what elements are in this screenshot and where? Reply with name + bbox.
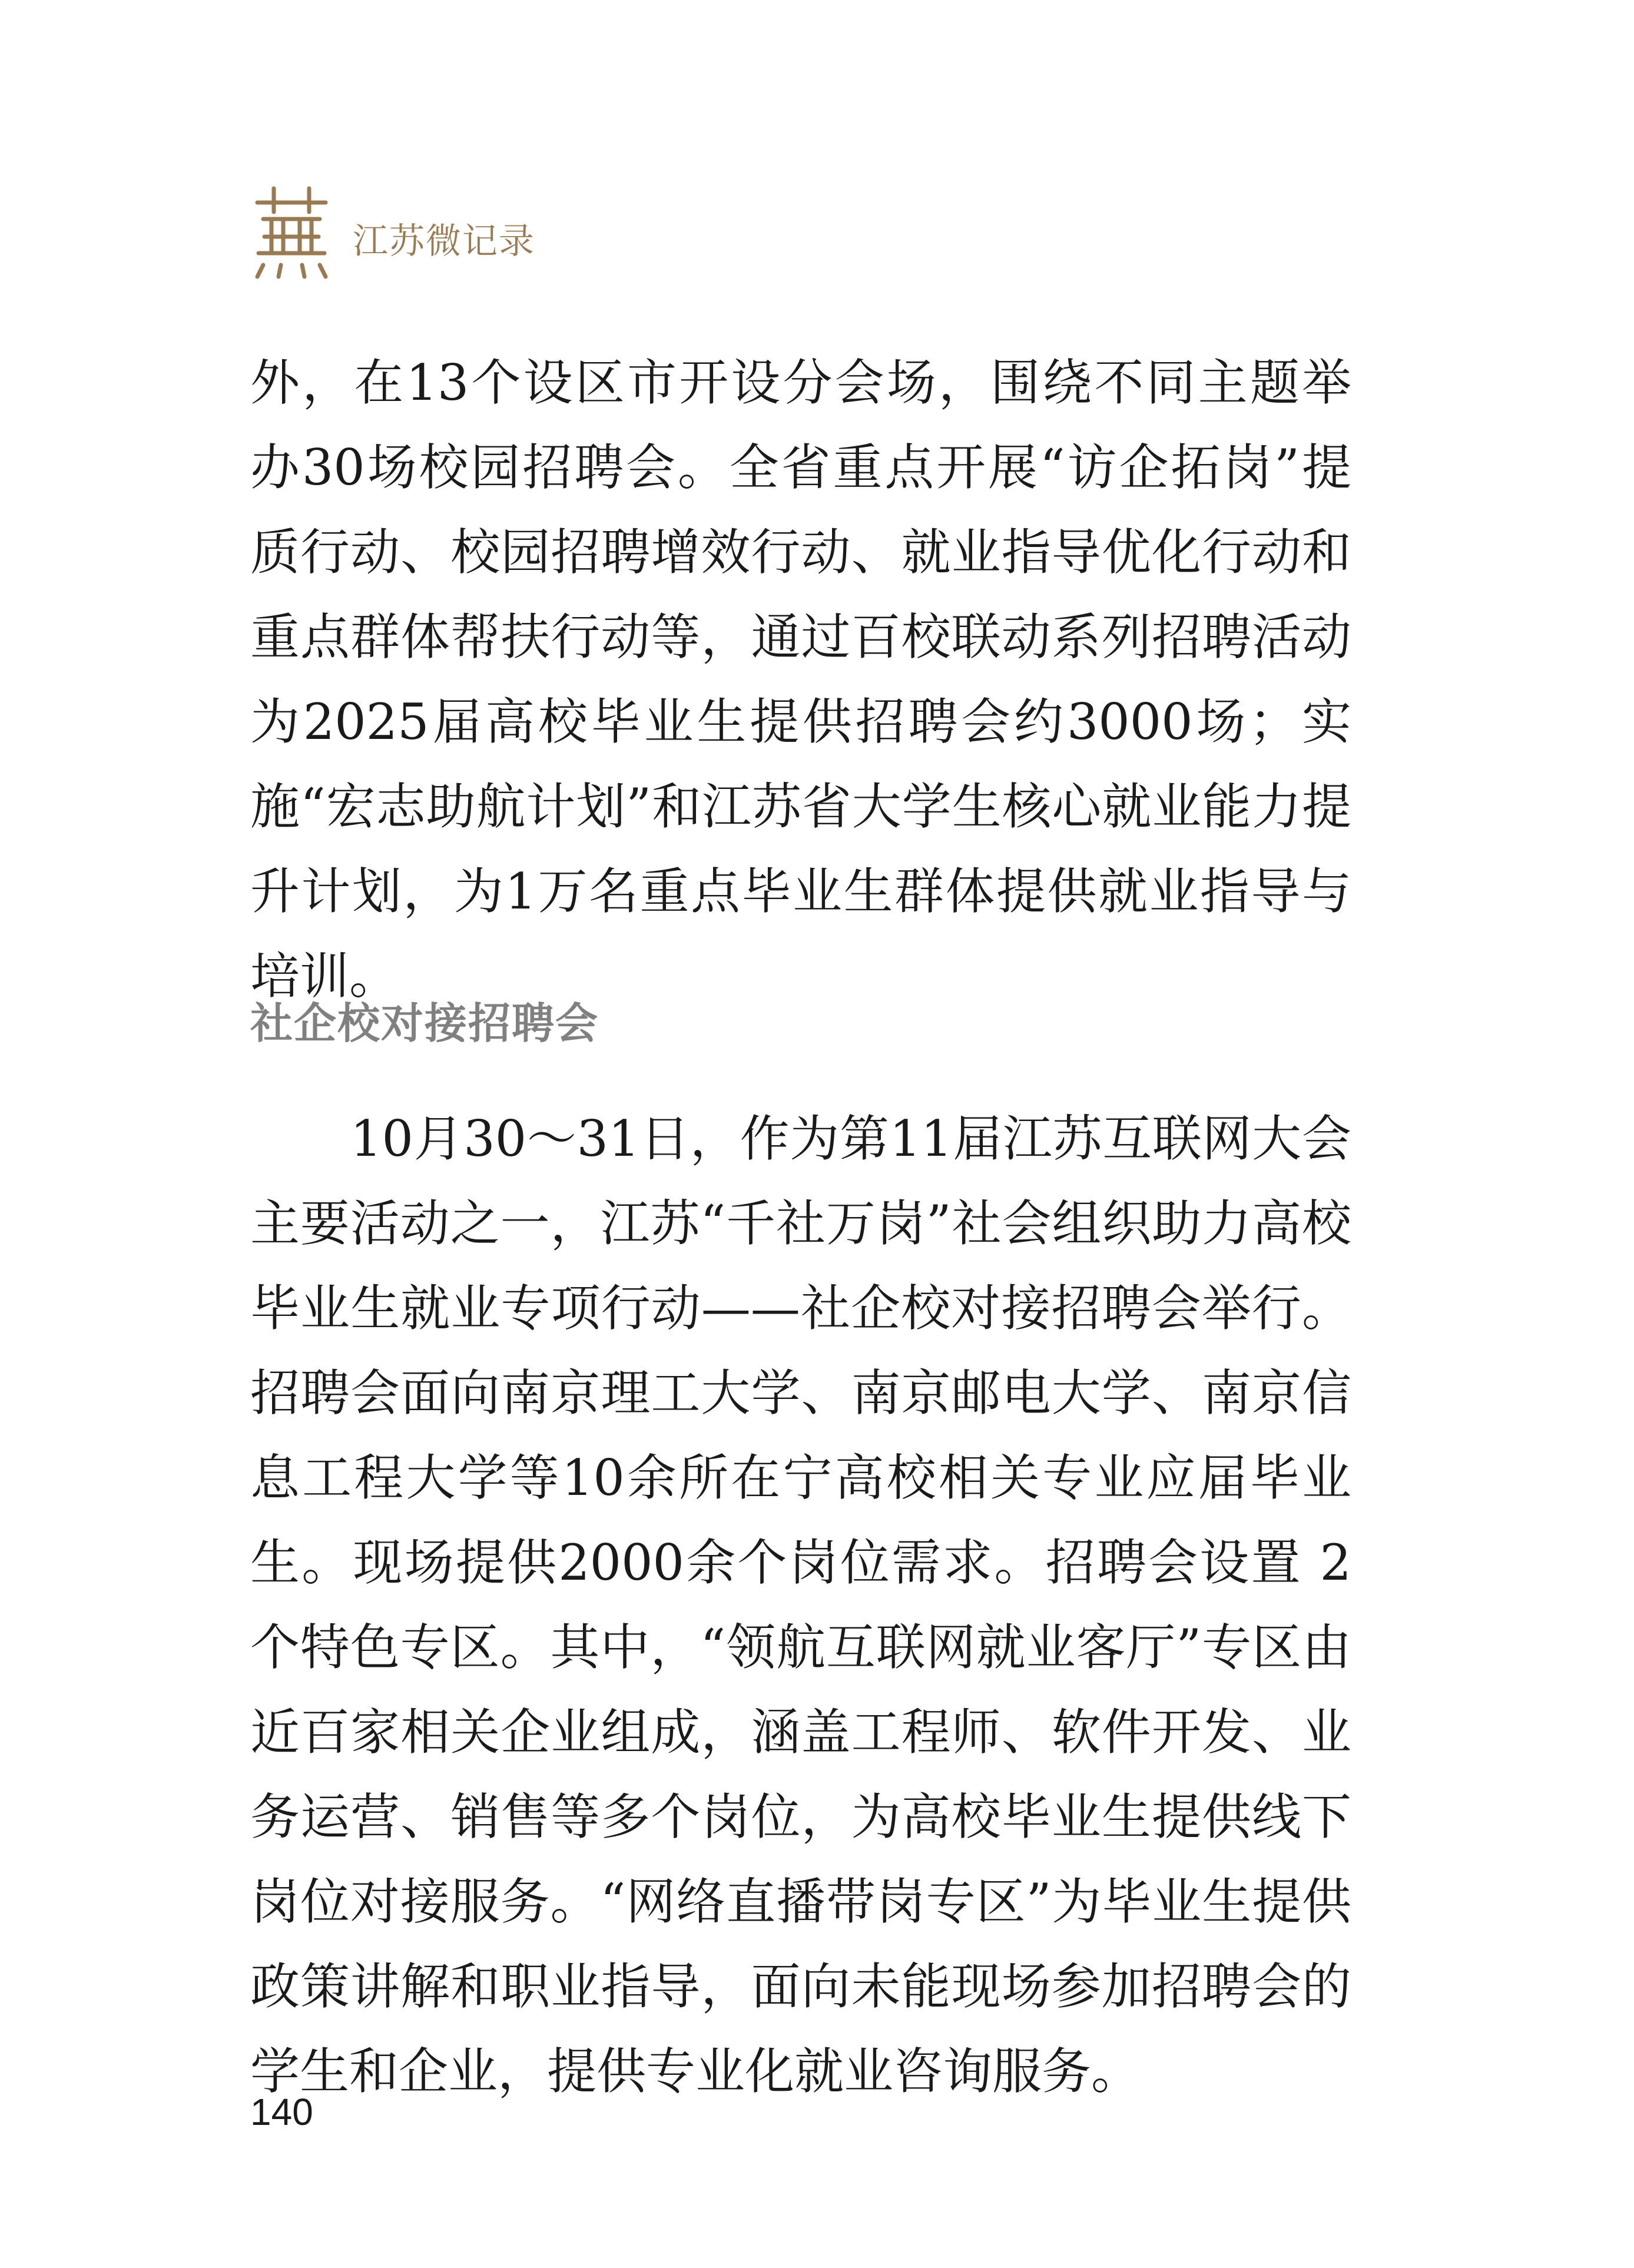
paragraph-1: 外，在13个设区市开设分会场，围绕不同主题举办30场校园招聘会。全省重点开展“访企拓岗”提质行动、校园招聘增效行动、就业指导优化行动和重点群体帮扶行动等，通过百校联动系列招聘活动为2025届高校毕业生提供招聘会约3000场；实施“宏志助航计划”和江苏省大学生核心就业能力提升计划，为1万名重点毕业生群体提供就业指导与培训。 — [250, 354, 1351, 1005]
running-header — [250, 177, 535, 289]
book-title: 江苏微记录 — [353, 221, 535, 262]
jiangsu-logo-icon — [250, 183, 333, 283]
page-number: 140 — [250, 2091, 313, 2133]
section-heading: 社企校对接招聘会 — [250, 999, 599, 1048]
paragraph-2: 10月30～31日，作为第11届江苏互联网大会主要活动之一，江苏“千社万岗”社会组织助力高校毕业生就业专项行动——社企校对接招聘会举行。招聘会面向南京理工大学、南京邮电大学、南京信息工程大学等10余所在宁高校相关专业应届毕业生。现场提供2000余个岗位需求。招聘会设置 2 个特色专区。其中，“领航互联网就业客厅”专区由近百家相关企业组成，涵盖工程师、软件开发、业务运营、销售等多个岗位，为高校毕业生提供线下岗位对接服务。“网络直播带岗专区”为毕业生提供政策讲解和职业指导，面向未能现场参加招聘会的学生和企业，提供专业化就业咨询服务。 — [250, 1110, 1351, 2100]
